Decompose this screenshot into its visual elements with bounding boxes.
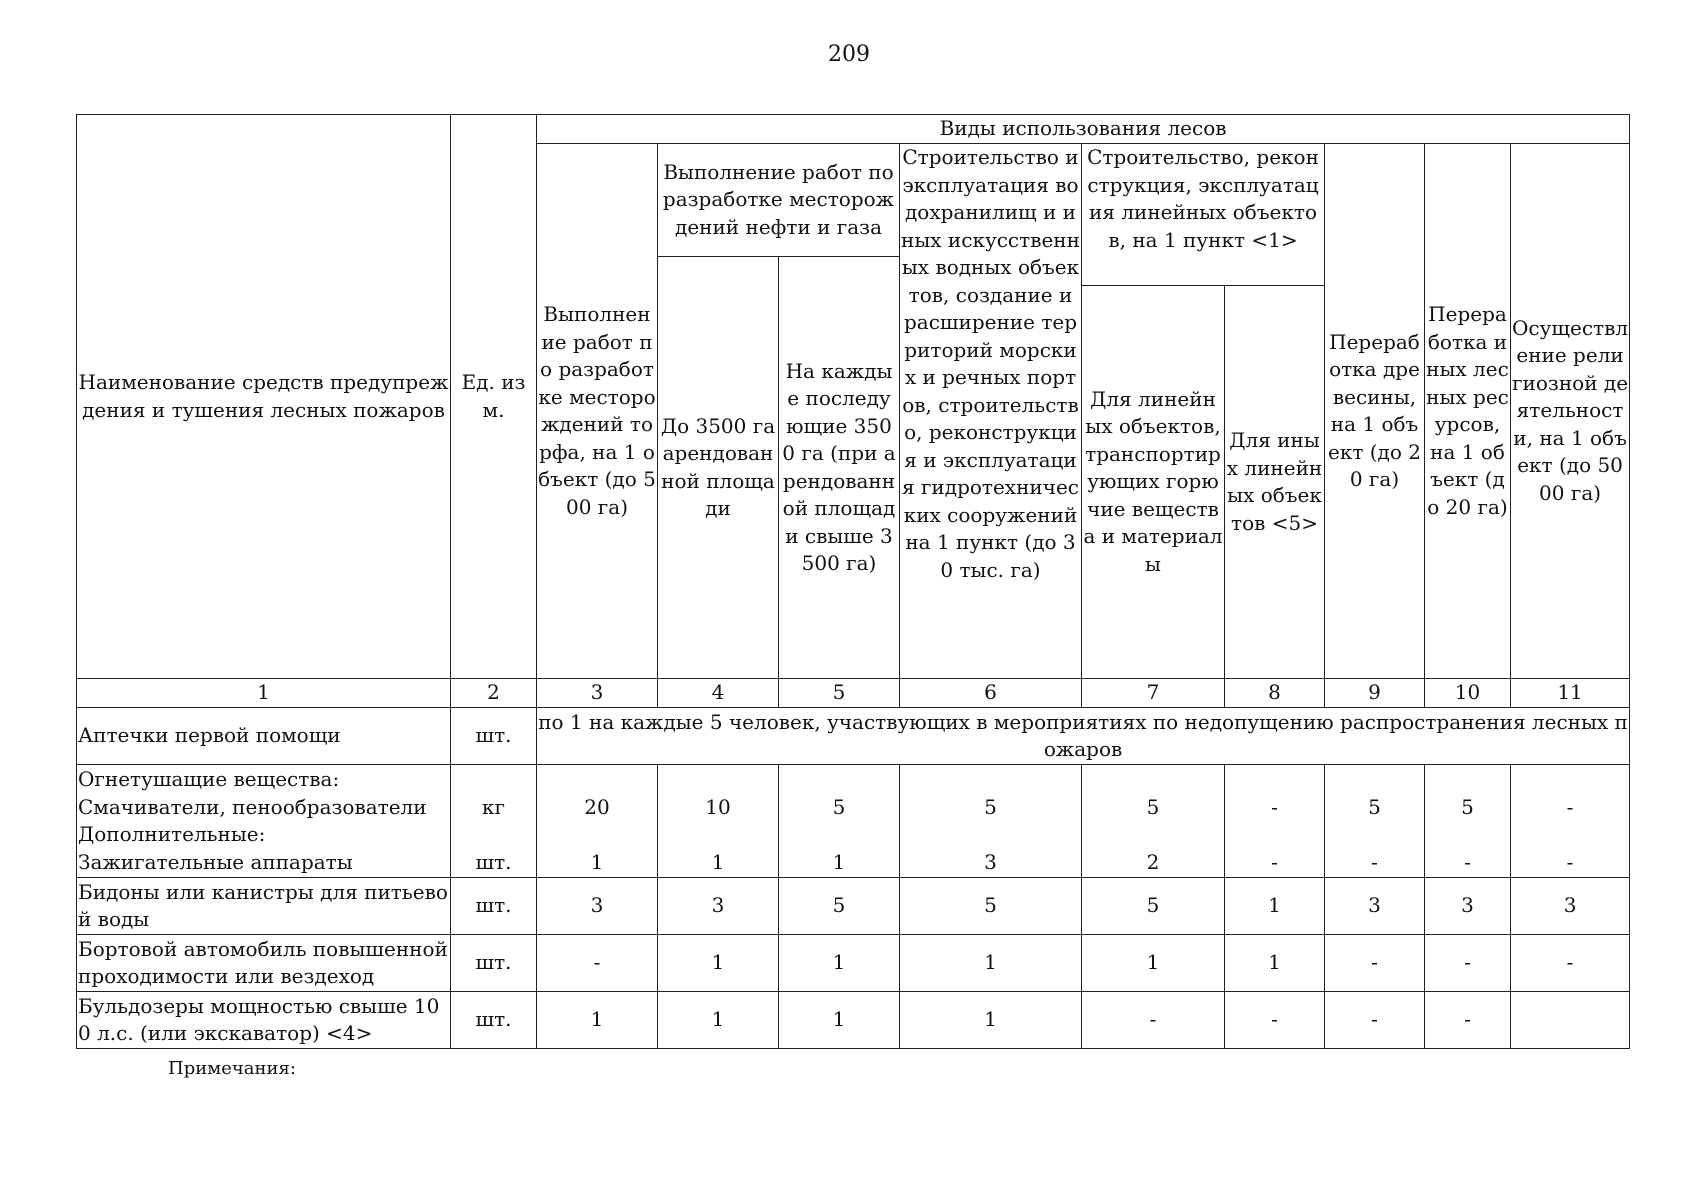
table-cell: 3 — [1425, 878, 1511, 935]
row-name-line: Огнетушащие вещества: — [78, 767, 340, 791]
value-igniters: - — [1371, 849, 1378, 874]
column-number: 10 — [1425, 679, 1511, 708]
header-col6-water-objects: Строительство и эксплуатация водохранилищ и иных искусственных водных объектов, создание и расширение территорий морских и речных портов, строительство, реконструкция и эксплуатация гидротехнических сооружений на 1 пункт (до 30 тыс. га) — [900, 144, 1082, 679]
header-oil-gas-group: Выполнение работ по разработке месторождений нефти и газа — [658, 144, 900, 257]
column-number: 3 — [537, 679, 658, 708]
table-cell: 1 — [658, 992, 779, 1049]
row-name-bulldozers: Бульдозеры мощностью свыше 100 л.с. (или экскаватор) <4> — [77, 992, 451, 1049]
table-cell: 1 — [1225, 935, 1325, 992]
table-cell: 1 — [1082, 935, 1225, 992]
column-number: 9 — [1325, 679, 1425, 708]
row-unit — [451, 765, 537, 878]
table-cell: 3 — [1325, 878, 1425, 935]
table-cell — [900, 765, 1082, 878]
table-row — [77, 878, 1630, 935]
value-igniters: - — [1464, 849, 1471, 874]
value-wetting: - — [1271, 794, 1278, 819]
column-number: 6 — [900, 679, 1082, 708]
value-wetting: 5 — [1461, 794, 1474, 819]
table-cell: - — [537, 935, 658, 992]
table-cell — [779, 765, 900, 878]
table-cell: 5 — [1082, 878, 1225, 935]
fire-equipment-norms-table — [76, 114, 1630, 1049]
table-cell: 3 — [658, 878, 779, 935]
value-igniters: 2 — [1146, 849, 1160, 874]
table-cell: 3 — [537, 878, 658, 935]
table-cell: 1 — [779, 935, 900, 992]
table-cell: - — [1511, 935, 1630, 992]
header-col11-religious: Осуществление религиозной деятельности, на 1 объект (до 5000 га) — [1511, 144, 1630, 679]
row-name-line: Зажигательные аппараты — [78, 849, 353, 874]
value-igniters: - — [1566, 849, 1574, 874]
value-wetting: 5 — [1146, 794, 1160, 819]
table-cell: - — [1425, 992, 1511, 1049]
value-wetting: - — [1566, 794, 1574, 819]
column-number: 1 — [77, 679, 451, 708]
header-col8-other-linear: Для иных линейных объектов <5> — [1225, 286, 1325, 679]
column-number: 5 — [779, 679, 900, 708]
column-number: 2 — [451, 679, 537, 708]
table-cell: 3 — [1511, 878, 1630, 935]
row-name-first-aid: Аптечки первой помощи — [77, 708, 451, 765]
table-cell: 5 — [900, 878, 1082, 935]
table-row — [77, 708, 1630, 765]
table-cell: 1 — [1225, 878, 1325, 935]
value-igniters: - — [1271, 849, 1278, 874]
value-igniters: 1 — [590, 849, 604, 874]
table-cell: 5 — [779, 878, 900, 935]
row-name-line: Дополнительные: — [78, 822, 266, 846]
value-wetting: 5 — [984, 794, 997, 819]
table-cell: 1 — [900, 935, 1082, 992]
row-unit: шт. — [451, 878, 537, 935]
table-cell — [658, 765, 779, 878]
header-col9-wood-processing: Переработка древесины, на 1 объект (до 20 га) — [1325, 144, 1425, 679]
row-unit: шт. — [451, 708, 537, 765]
table-cell — [1325, 765, 1425, 878]
table-cell — [1511, 765, 1630, 878]
table-cell: - — [1082, 992, 1225, 1049]
header-col7-fuel-linear: Для линейных объектов, транспортирующих горючие вещества и материалы — [1082, 286, 1225, 679]
column-number: 11 — [1511, 679, 1630, 708]
table-row — [77, 765, 1630, 878]
header-linear-objects-group: Строительство, реконструкция, эксплуатация линейных объектов, на 1 пункт <1> — [1082, 144, 1325, 286]
table-cell: - — [1225, 992, 1325, 1049]
value-wetting: 5 — [832, 794, 846, 819]
table-cell — [537, 765, 658, 878]
table-cell — [1225, 765, 1325, 878]
value-igniters: 1 — [711, 849, 725, 874]
table-cell — [1082, 765, 1225, 878]
row-unit: шт. — [451, 992, 537, 1049]
value-wetting: 10 — [705, 794, 731, 819]
unit-wetting: кг — [482, 794, 505, 819]
row-unit: шт. — [451, 935, 537, 992]
table-cell: - — [1325, 992, 1425, 1049]
table-cell: 1 — [658, 935, 779, 992]
header-col3-peat: Выполнение работ по разработке месторождений торфа, на 1 объект (до 500 га) — [537, 144, 658, 679]
header-col5-each-next-3500: На каждые последующие 3500 га (при арендованной площади свыше 3500 га) — [779, 257, 900, 679]
header-col10-other-resources: Переработка иных лесных ресурсов, на 1 объект (до 20 га) — [1425, 144, 1511, 679]
value-igniters: 3 — [984, 849, 997, 874]
value-wetting: 20 — [584, 794, 610, 819]
column-number: 8 — [1225, 679, 1325, 708]
value-igniters: 1 — [832, 849, 846, 874]
row-name-extinguishing — [77, 765, 451, 878]
column-numbers-row — [77, 679, 1630, 708]
table-row — [77, 935, 1630, 992]
row-name-canisters: Бидоны или канистры для питьевой воды — [77, 878, 451, 935]
table-cell: 1 — [537, 992, 658, 1049]
value-wetting: 5 — [1368, 794, 1381, 819]
row-name-line: Смачиватели, пенообразователи — [78, 794, 427, 819]
column-number: 7 — [1082, 679, 1225, 708]
table-cell: 1 — [779, 992, 900, 1049]
header-name-column: Наименование средств предупреждения и тушения лесных пожаров — [77, 115, 451, 679]
header-col4-up-to-3500: До 3500 га арендованной площади — [658, 257, 779, 679]
header-forest-use-types: Виды использования лесов — [537, 115, 1630, 144]
page-number: 209 — [828, 42, 870, 67]
table-cell — [1425, 765, 1511, 878]
table-cell: - — [1425, 935, 1511, 992]
column-number: 4 — [658, 679, 779, 708]
table-cell: - — [1325, 935, 1425, 992]
table-cell: 1 — [900, 992, 1082, 1049]
first-aid-norm-text: по 1 на каждые 5 человек, участвующих в мероприятиях по недопущению распространения лесных пожаров — [537, 708, 1630, 765]
header-unit-column: Ед. изм. — [451, 115, 537, 679]
unit-igniters: шт. — [475, 849, 512, 874]
notes-label: Примечания: — [168, 1058, 296, 1079]
row-name-vehicle: Бортовой автомобиль повышенной проходимости или вездеход — [77, 935, 451, 992]
table-cell — [1511, 992, 1630, 1049]
table-row — [77, 992, 1630, 1049]
